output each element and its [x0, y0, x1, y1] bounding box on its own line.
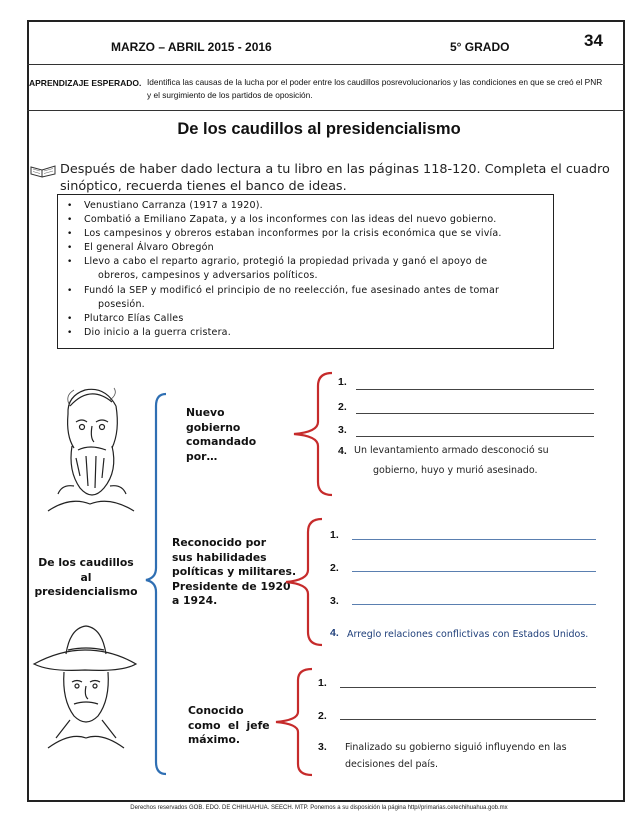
branch2-item2-number: 2. [330, 562, 339, 574]
branch3-item3-text-cont: decisiones del país. [345, 759, 438, 770]
page-title: De los caudillos al presidencialismo [177, 120, 461, 138]
branch1-item2-number: 2. [338, 401, 347, 413]
branch1-item1-number: 1. [338, 376, 347, 388]
instructions-line2: sinóptico, recuerda tienes el banco de ideas. [60, 179, 347, 194]
book-icon [29, 163, 57, 179]
branch3-item2-blank [340, 719, 596, 720]
learning-text-line2: y el surgimiento de los partidos de oposición. [147, 90, 313, 100]
learning-divider [27, 110, 625, 111]
branch1-item4-text-cont: gobierno, huyo y murió asesinado. [373, 465, 538, 476]
idea-bank-item: • Llevo a cabo el reparto agrario, protegió la propiedad privada y ganó el apoyo de obreros, campesinos y adversarios políticos. [84, 255, 553, 283]
branch2-item1-number: 1. [330, 529, 339, 541]
idea-bank-item: • El general Álvaro Obregón [84, 241, 553, 255]
branch1-item4-number: 4. [338, 445, 347, 457]
branch1-caption: Nuevo gobierno comandado por… [186, 406, 257, 463]
branch3-item2-number: 2. [318, 710, 327, 722]
header-divider [27, 64, 625, 65]
learning-label: APRENDIZAJE ESPERADO. [29, 78, 142, 88]
branch2-item3-number: 3. [330, 595, 339, 607]
branch2-item4-number: 4. [330, 627, 339, 639]
learning-text-line1: Identifica las causas de la lucha por el poder entre los caudillos posrevolucionarios y las condiciones en que se creó el PNR [147, 77, 603, 87]
idea-bank-item: • Plutarco Elías Calles [84, 312, 553, 326]
diagram-root-label: De los caudillos al presidencialismo [34, 556, 138, 598]
branch1-item2-blank [356, 413, 594, 414]
branch3-item3-number: 3. [318, 741, 327, 753]
branch2-item4-text: Arreglo relaciones conflictivas con Estados Unidos. [347, 629, 589, 640]
branch3-item3-text: Finalizado su gobierno siguió influyendo en las [345, 742, 567, 753]
page-number: 34 [584, 31, 603, 50]
grade-label: 5° GRADO [450, 40, 510, 54]
branch2-item2-blank [352, 571, 596, 572]
branch1-red-brace [288, 370, 336, 498]
main-blue-brace [142, 392, 172, 776]
period-label: MARZO – ABRIL 2015 - 2016 [111, 40, 272, 54]
sombrero-portrait-image [30, 620, 140, 750]
idea-bank-box [57, 194, 554, 349]
footer-text: Derechos reservados GOB. EDO. DE CHIHUAHUA. SEECH. MTP. Ponemos a su disposición la página http//primarias.cetechihuahua.gob.mx [130, 805, 508, 811]
branch3-caption: Conocido como el jefe máximo. [188, 704, 270, 746]
idea-bank-item: • Dio inicio a la guerra cristera. [84, 326, 553, 340]
branch3-item1-number: 1. [318, 677, 327, 689]
branch3-red-brace [272, 666, 316, 778]
idea-bank-item: • Fundó la SEP y modificó el principio de no reelección, fue asesinado antes de tomar posesión. [84, 284, 553, 312]
branch1-item3-blank [356, 436, 594, 437]
branch2-red-brace [282, 516, 326, 648]
branch2-item1-blank [352, 539, 596, 540]
idea-bank-item: • Combatió a Emiliano Zapata, y a los inconformes con las ideas del nuevo gobierno. [84, 213, 553, 227]
branch2-caption: Reconocido por sus habilidades políticas y militares. Presidente de 1920 a 1924. [172, 536, 297, 607]
branch3-item1-blank [340, 687, 596, 688]
instructions-line1: Después de haber dado lectura a tu libro en las páginas 118-120. Completa el cuadro [60, 162, 610, 177]
branch1-item3-number: 3. [338, 424, 347, 436]
idea-bank-item: • Venustiano Carranza (1917 a 1920). [84, 199, 553, 213]
carranza-portrait-image [40, 376, 140, 516]
branch2-item3-blank [352, 604, 596, 605]
idea-bank-item: • Los campesinos y obreros estaban inconformes por la crisis económica que se vivía. [84, 227, 553, 241]
branch1-item1-blank [356, 389, 594, 390]
branch1-item4-text: Un levantamiento armado desconoció su [354, 445, 549, 456]
